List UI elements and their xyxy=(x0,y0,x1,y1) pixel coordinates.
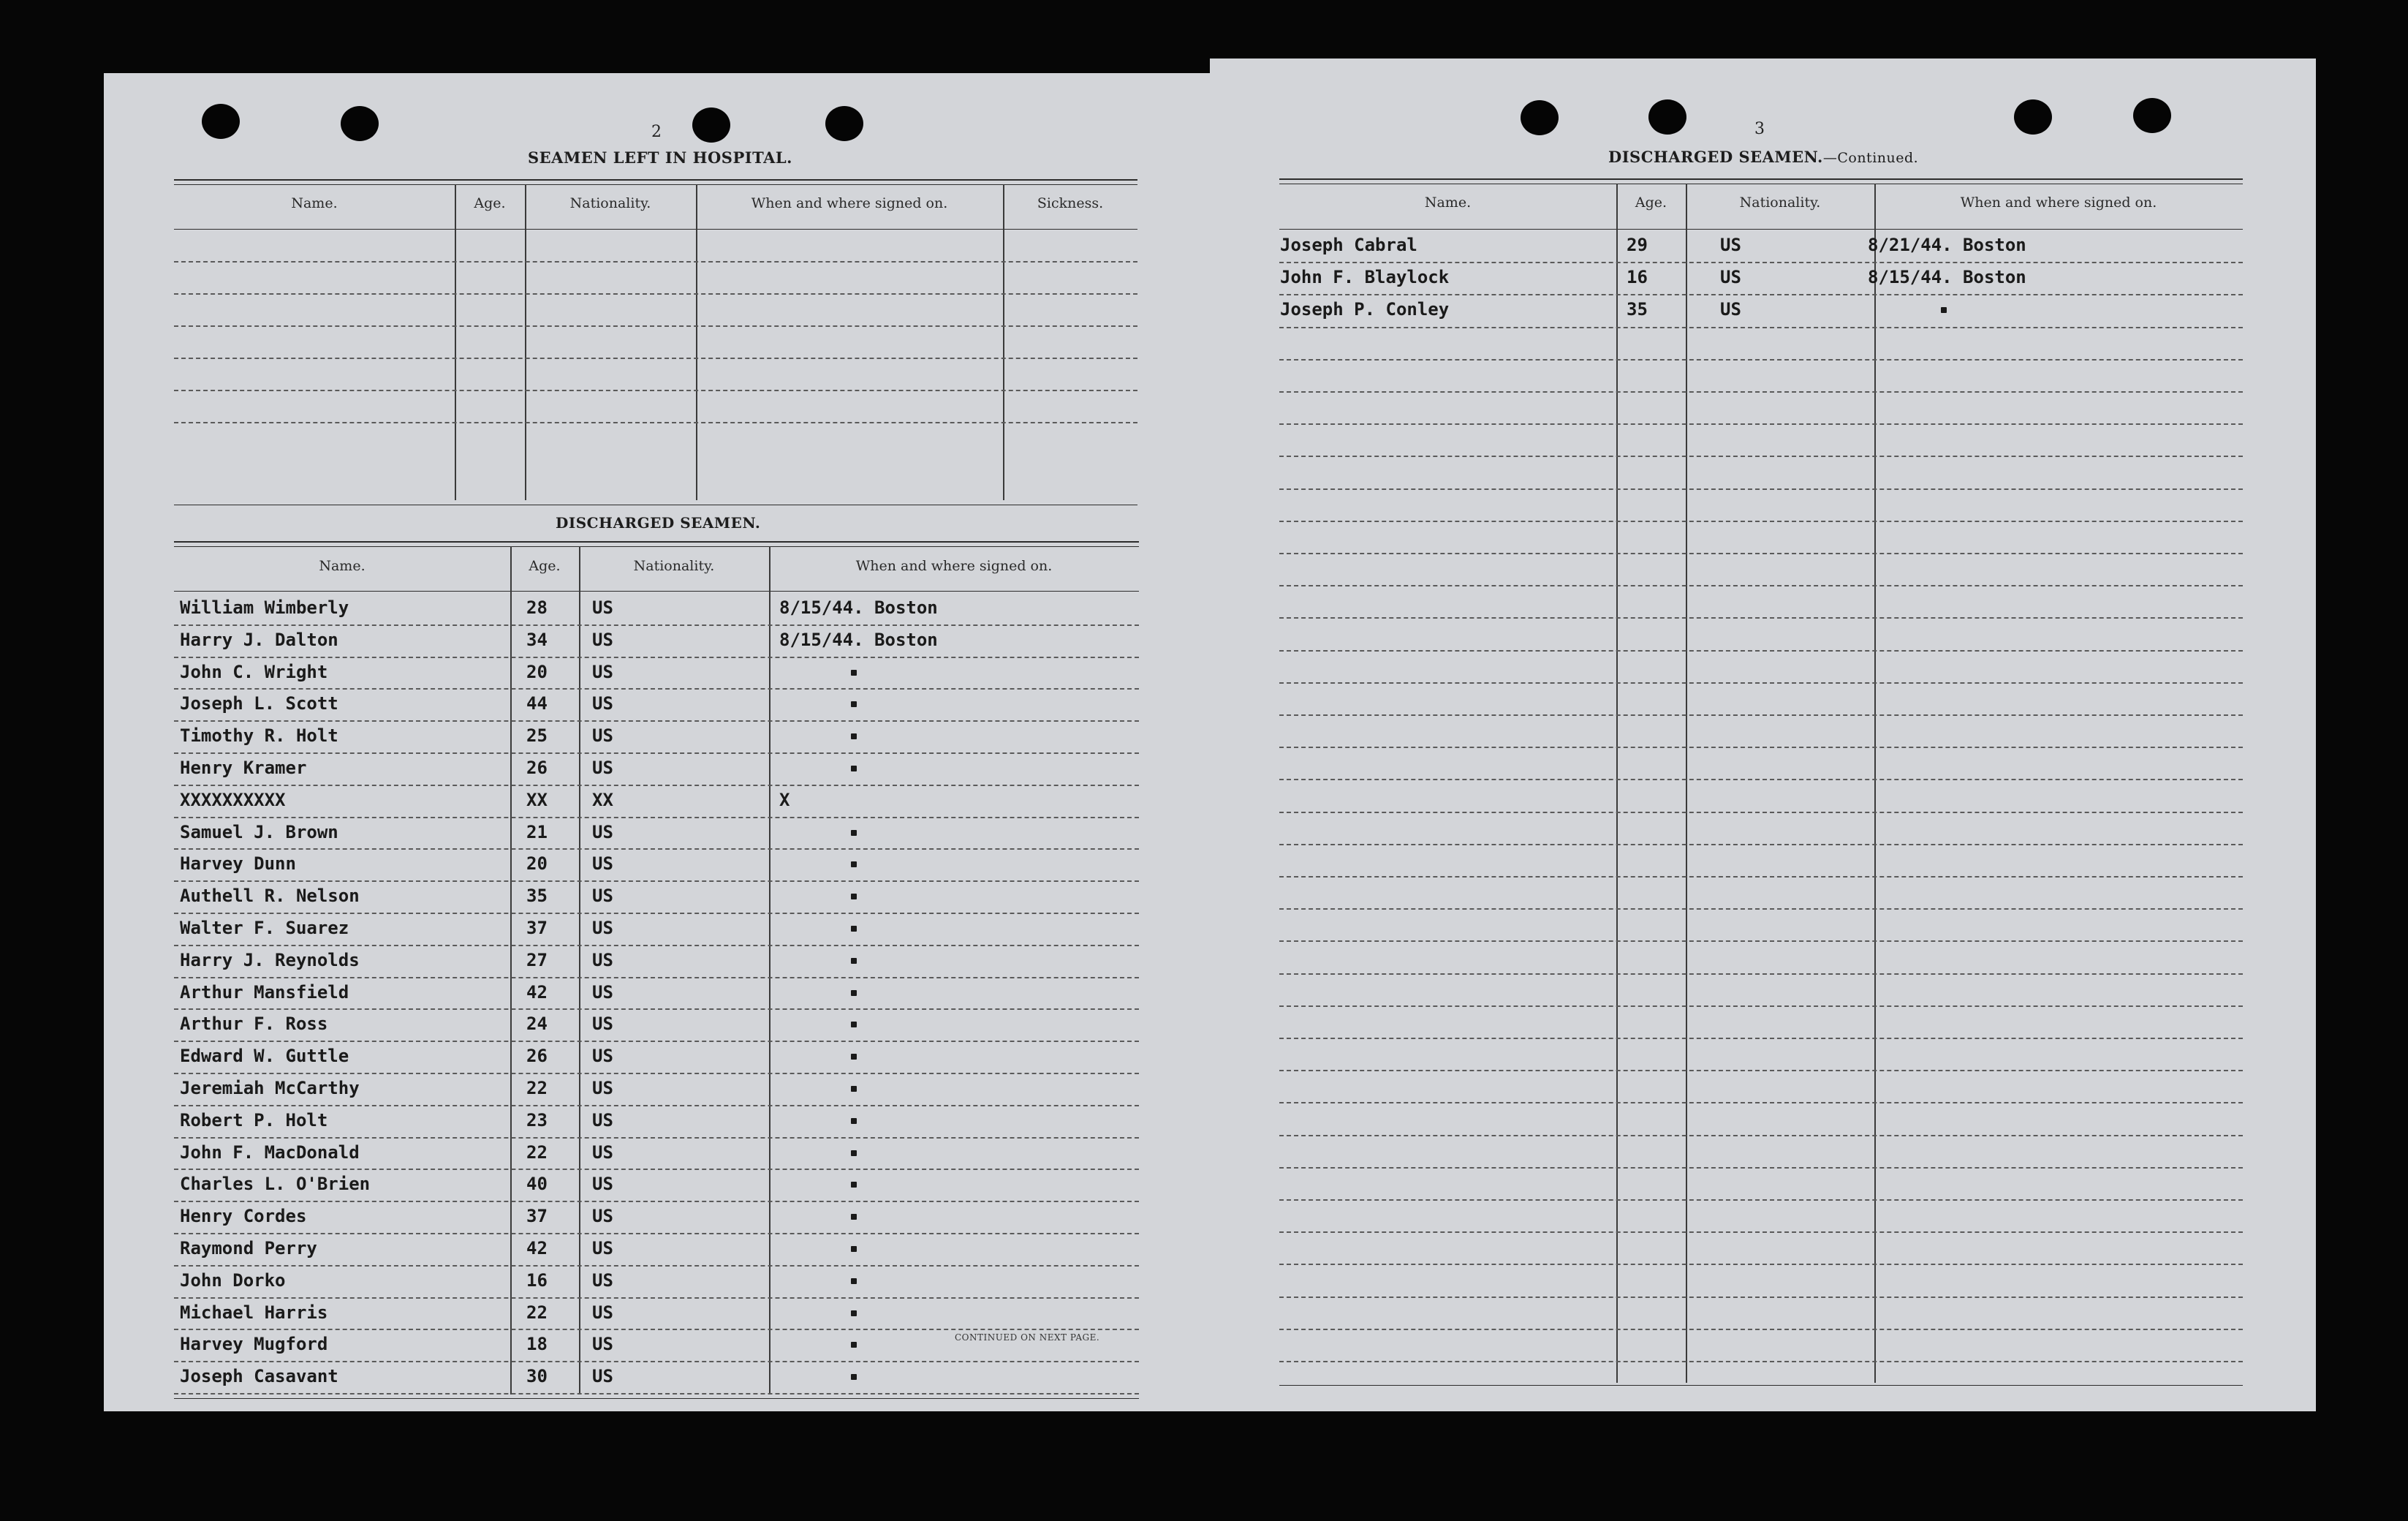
discharged-section-title: DISCHARGED SEAMEN. xyxy=(556,514,761,532)
column-header-signed-on: When and where signed on. xyxy=(1960,195,2157,211)
seaman-age: 22 xyxy=(526,1302,548,1323)
ditto-mark xyxy=(851,958,857,964)
seaman-age: 37 xyxy=(526,1206,548,1227)
column-header-nationality: Nationality. xyxy=(569,195,651,211)
ruled-line xyxy=(1279,973,2243,975)
seaman-nationality: US xyxy=(592,1269,613,1291)
seaman-age: 18 xyxy=(526,1334,548,1355)
seaman-name: Henry Cordes xyxy=(180,1206,307,1227)
ruled-line xyxy=(1279,779,2243,780)
ruled-line xyxy=(1279,747,2243,748)
seaman-name: Harvey Mugford xyxy=(180,1334,328,1355)
seaman-age: 22 xyxy=(526,1141,548,1163)
table-row xyxy=(104,1013,1214,1045)
seaman-name: Arthur Mansfield xyxy=(180,981,349,1003)
column-header-sickness: Sickness. xyxy=(1037,195,1104,211)
ditto-mark xyxy=(851,1310,857,1316)
seaman-nationality: US xyxy=(592,1334,613,1355)
seaman-name: Samuel J. Brown xyxy=(180,821,338,842)
ditto-mark xyxy=(851,733,857,739)
ruled-line xyxy=(1279,1102,2243,1103)
seaman-name: Joseph P. Conley xyxy=(1280,299,1450,320)
column-header-nationality: Nationality. xyxy=(1739,195,1821,211)
ruled-line xyxy=(1279,521,2243,522)
hospital-section-title: SEAMEN LEFT IN HOSPITAL. xyxy=(528,148,792,167)
column-divider xyxy=(1686,184,1687,1383)
title-text: DISCHARGED SEAMEN. xyxy=(1608,148,1823,166)
punch-hole xyxy=(202,104,240,139)
seaman-age: 16 xyxy=(1627,267,1648,288)
ditto-mark xyxy=(851,1054,857,1060)
seaman-age: 28 xyxy=(526,597,548,618)
seaman-nationality: US xyxy=(592,1046,613,1067)
column-divider xyxy=(1616,184,1618,1383)
table-row xyxy=(104,1141,1214,1174)
seaman-nationality: US xyxy=(592,1206,613,1227)
seaman-age: 30 xyxy=(526,1366,548,1387)
seaman-name: XXXXXXXXXX xyxy=(180,789,286,810)
table-row xyxy=(104,949,1214,981)
column-header-name: Name. xyxy=(1424,195,1472,211)
seaman-name: Jeremiah McCarthy xyxy=(180,1078,360,1098)
rule xyxy=(174,184,1137,185)
ruled-line xyxy=(1279,617,2243,619)
rule xyxy=(174,546,1139,547)
table-row xyxy=(104,692,1214,725)
ditto-mark xyxy=(851,1374,857,1380)
punch-hole xyxy=(825,106,863,141)
signed-on: 8/15/44. Boston xyxy=(1868,267,2026,288)
seaman-name: John F. Blaylock xyxy=(1280,267,1450,288)
seaman-name: John Dorko xyxy=(180,1269,286,1291)
seaman-name: Michael Harris xyxy=(180,1302,328,1323)
ruled-line xyxy=(1279,682,2243,684)
ruled-line xyxy=(1279,359,2243,361)
page-number: 3 xyxy=(1754,120,1765,138)
punch-hole xyxy=(2014,99,2052,135)
ruled-line xyxy=(1279,1005,2243,1007)
seaman-nationality: US xyxy=(592,661,613,682)
ruled-line xyxy=(1279,1329,2243,1330)
rule xyxy=(1279,1385,2243,1386)
table-row xyxy=(104,1269,1214,1302)
ditto-mark xyxy=(851,1022,857,1027)
seaman-nationality: US xyxy=(592,1141,613,1163)
column-header-age: Age. xyxy=(474,195,506,211)
right-page xyxy=(1210,58,2316,1411)
ditto-mark xyxy=(851,1150,857,1156)
punch-hole xyxy=(2133,98,2171,133)
seaman-name: Raymond Perry xyxy=(180,1238,317,1258)
table-row xyxy=(104,821,1214,853)
ditto-mark xyxy=(1941,307,1947,313)
ditto-mark xyxy=(851,830,857,836)
continued-note: CONTINUED ON NEXT PAGE. xyxy=(955,1332,1100,1343)
ruled-line xyxy=(1279,1038,2243,1039)
ruled-line xyxy=(1279,714,2243,716)
seaman-age: 37 xyxy=(526,918,548,938)
ruled-line xyxy=(1279,908,2243,910)
seaman-name: Harry J. Reynolds xyxy=(180,949,360,970)
rule xyxy=(1279,178,2243,180)
seaman-name: Harvey Dunn xyxy=(180,853,296,875)
seaman-name: William Wimberly xyxy=(180,597,349,618)
seaman-name: Authell R. Nelson xyxy=(180,886,360,907)
table-row xyxy=(104,853,1214,885)
ruled-line xyxy=(174,261,1137,263)
table-row xyxy=(104,629,1214,661)
ditto-mark xyxy=(851,1342,857,1348)
rule xyxy=(174,179,1137,181)
seaman-nationality: US xyxy=(592,693,613,714)
seaman-nationality: US xyxy=(592,821,613,842)
ruled-line xyxy=(1279,423,2243,425)
table-row xyxy=(104,1045,1214,1077)
rule xyxy=(174,1398,1139,1399)
punch-hole xyxy=(341,106,379,141)
table-row xyxy=(104,1237,1214,1269)
ruled-line xyxy=(1279,650,2243,652)
ruled-line xyxy=(1279,1199,2243,1201)
seaman-name: Walter F. Suarez xyxy=(180,918,349,938)
seaman-age: 40 xyxy=(526,1174,548,1195)
signed-on: X xyxy=(779,789,790,810)
ruled-line xyxy=(1279,1361,2243,1362)
ditto-mark xyxy=(851,1278,857,1284)
seaman-name: John C. Wright xyxy=(180,661,328,682)
ruled-line xyxy=(1279,812,2243,813)
seaman-nationality: US xyxy=(592,597,613,618)
page-number: 2 xyxy=(651,123,662,141)
ruled-line xyxy=(174,422,1137,423)
column-header-age: Age. xyxy=(529,558,561,574)
ditto-mark xyxy=(851,990,857,996)
seaman-name: Joseph Cabral xyxy=(1280,235,1417,255)
seaman-age: 35 xyxy=(1627,299,1648,320)
seaman-age: 20 xyxy=(526,661,548,682)
table-row xyxy=(104,1109,1214,1141)
seaman-age: 27 xyxy=(526,949,548,970)
ditto-mark xyxy=(851,1182,857,1188)
column-header-signed-on: When and where signed on. xyxy=(751,195,948,211)
column-header-nationality: Nationality. xyxy=(633,558,715,574)
seaman-nationality: US xyxy=(592,1014,613,1035)
seaman-name: Joseph L. Scott xyxy=(180,693,338,714)
seaman-nationality: US xyxy=(592,725,613,747)
table-row xyxy=(104,789,1214,821)
column-header-name: Name. xyxy=(291,195,338,211)
column-header-age: Age. xyxy=(1635,195,1667,211)
ruled-line xyxy=(1279,488,2243,490)
signed-on: 8/15/44. Boston xyxy=(779,629,938,650)
signed-on: 8/15/44. Boston xyxy=(779,597,938,618)
seaman-name: Robert P. Holt xyxy=(180,1109,328,1131)
table-row xyxy=(104,885,1214,917)
seaman-nationality: US xyxy=(592,1238,613,1258)
ruled-line xyxy=(1279,1264,2243,1265)
seaman-nationality: US xyxy=(592,1174,613,1195)
seaman-nationality: US xyxy=(592,629,613,650)
seaman-age: 29 xyxy=(1627,235,1648,255)
ruled-line xyxy=(1279,844,2243,845)
seaman-nationality: US xyxy=(1720,299,1741,320)
seaman-name: Henry Kramer xyxy=(180,758,307,778)
seaman-age: 25 xyxy=(526,725,548,747)
seaman-name: John F. MacDonald xyxy=(180,1141,360,1163)
table-row xyxy=(104,1205,1214,1237)
punch-hole xyxy=(1648,99,1686,135)
table-row xyxy=(104,1302,1214,1334)
table-row xyxy=(104,917,1214,949)
seaman-nationality: XX xyxy=(592,789,613,810)
table-row xyxy=(104,1173,1214,1205)
ruled-line xyxy=(174,293,1137,295)
table-row xyxy=(104,725,1214,757)
seaman-age: 16 xyxy=(526,1269,548,1291)
title-suffix: —Continued. xyxy=(1822,150,1919,166)
column-divider xyxy=(696,184,697,500)
rule xyxy=(1279,229,2243,230)
ditto-mark xyxy=(851,1086,857,1092)
seaman-age: 23 xyxy=(526,1109,548,1131)
seaman-name: Arthur F. Ross xyxy=(180,1014,328,1035)
rule xyxy=(174,229,1137,230)
table-row xyxy=(104,1077,1214,1109)
seaman-nationality: US xyxy=(592,758,613,778)
seaman-age: 35 xyxy=(526,886,548,907)
rule xyxy=(174,591,1139,592)
signed-on: 8/21/44. Boston xyxy=(1868,235,2026,255)
ruled-line xyxy=(1279,1070,2243,1071)
column-divider xyxy=(1874,184,1876,1383)
ruled-line xyxy=(174,358,1137,359)
seaman-age: 26 xyxy=(526,758,548,778)
ditto-mark xyxy=(851,1118,857,1124)
seaman-age: 22 xyxy=(526,1078,548,1098)
seaman-nationality: US xyxy=(592,1078,613,1098)
seaman-nationality: US xyxy=(1720,235,1741,255)
ditto-mark xyxy=(851,1246,857,1252)
seaman-nationality: US xyxy=(592,1109,613,1131)
seaman-nationality: US xyxy=(592,853,613,875)
punch-hole xyxy=(692,107,730,143)
ruled-line xyxy=(1279,585,2243,586)
seaman-name: Charles L. O'Brien xyxy=(180,1174,371,1195)
seaman-age: 44 xyxy=(526,693,548,714)
seaman-nationality: US xyxy=(592,1366,613,1387)
punch-hole xyxy=(1521,100,1559,135)
ditto-mark xyxy=(851,894,857,899)
left-page xyxy=(104,73,1214,1411)
table-row xyxy=(104,981,1214,1014)
ruled-line xyxy=(1279,1231,2243,1233)
ditto-mark xyxy=(851,861,857,867)
seaman-nationality: US xyxy=(592,949,613,970)
rule xyxy=(174,541,1139,543)
discharged-continued-title xyxy=(1608,148,1918,166)
column-divider xyxy=(455,184,456,500)
seaman-age: 42 xyxy=(526,981,548,1003)
ruled-line xyxy=(1279,553,2243,554)
ruled-line xyxy=(174,390,1137,391)
table-row xyxy=(104,661,1214,693)
ruled-line xyxy=(1279,1167,2243,1169)
ruled-line xyxy=(174,325,1137,327)
column-divider xyxy=(1003,184,1004,500)
ditto-mark xyxy=(851,926,857,932)
seaman-age: 20 xyxy=(526,853,548,875)
ditto-mark xyxy=(851,1214,857,1220)
column-header-signed-on: When and where signed on. xyxy=(855,558,1053,574)
ruled-line xyxy=(1279,456,2243,457)
seaman-name: Timothy R. Holt xyxy=(180,725,338,747)
table-row xyxy=(104,597,1214,629)
ruled-line xyxy=(1279,1135,2243,1136)
seaman-nationality: US xyxy=(592,1302,613,1323)
ruled-line xyxy=(1279,876,2243,878)
column-header-name: Name. xyxy=(319,558,366,574)
seaman-age: 26 xyxy=(526,1046,548,1067)
seaman-age: 42 xyxy=(526,1238,548,1258)
seaman-age: XX xyxy=(526,789,548,810)
seaman-nationality: US xyxy=(592,918,613,938)
seaman-nationality: US xyxy=(592,981,613,1003)
ditto-mark xyxy=(851,670,857,676)
table-row xyxy=(104,1365,1214,1397)
seaman-name: Harry J. Dalton xyxy=(180,629,338,650)
table-row xyxy=(1210,298,2316,331)
ruled-line xyxy=(1279,940,2243,942)
column-divider xyxy=(525,184,526,500)
table-row xyxy=(1210,266,2316,298)
seaman-name: Joseph Casavant xyxy=(180,1366,338,1387)
seaman-nationality: US xyxy=(592,886,613,907)
seaman-age: 24 xyxy=(526,1014,548,1035)
table-row xyxy=(104,757,1214,789)
seaman-age: 34 xyxy=(526,629,548,650)
table-row xyxy=(1210,234,2316,266)
seaman-nationality: US xyxy=(1720,267,1741,288)
ditto-mark xyxy=(851,766,857,771)
ruled-line xyxy=(1279,391,2243,393)
seaman-age: 21 xyxy=(526,821,548,842)
ruled-line xyxy=(1279,1297,2243,1298)
ditto-mark xyxy=(851,701,857,707)
seaman-name: Edward W. Guttle xyxy=(180,1046,349,1067)
